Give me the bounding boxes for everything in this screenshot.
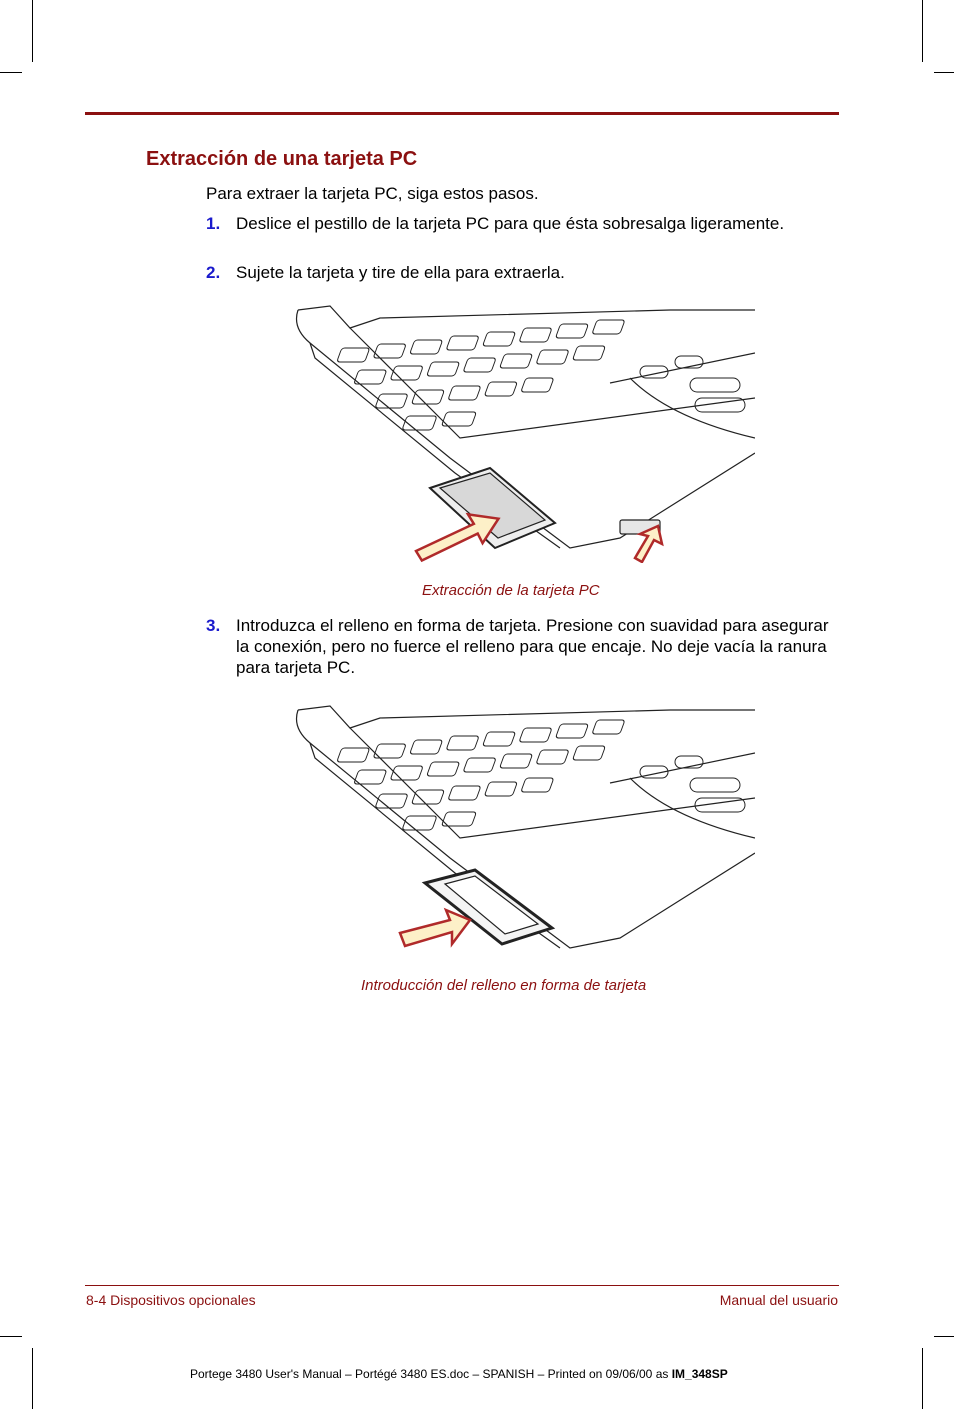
step-number: 1. bbox=[206, 214, 221, 233]
crop-mark bbox=[32, 1348, 33, 1409]
figure-caption: Introducción del relleno en forma de tarjeta bbox=[361, 977, 647, 994]
print-line bbox=[190, 1367, 728, 1381]
step-text: Sujete la tarjeta y tire de ella para extraerla. bbox=[236, 263, 565, 282]
footer-right: Manual del usuario bbox=[719, 1292, 838, 1308]
header-rule bbox=[85, 112, 839, 115]
print-line-code: IM_348SP bbox=[671, 1367, 728, 1381]
crop-mark bbox=[32, 0, 33, 62]
crop-mark bbox=[934, 1336, 954, 1337]
figure-caption: Extracción de la tarjeta PC bbox=[422, 582, 600, 599]
crop-mark bbox=[0, 72, 22, 73]
crop-mark bbox=[0, 1336, 22, 1337]
step-text: Introduzca el relleno en forma de tarjeta. Presione con suavidad para asegurar la conexión, pero no fuerce el relleno para que encaje. No deje vacía la ranura para tarjeta PC. bbox=[236, 616, 829, 677]
step-number: 3. bbox=[206, 616, 221, 635]
print-line-text: Portege 3480 User's Manual – Portégé 3480 ES.doc – SPANISH – Printed on 09/06/00 as bbox=[190, 1367, 672, 1381]
crop-mark bbox=[922, 0, 923, 62]
intro-text: Para extraer la tarjeta PC, siga estos pasos. bbox=[206, 184, 539, 203]
crop-mark bbox=[922, 1348, 923, 1409]
footer-rule bbox=[85, 1285, 839, 1286]
crop-mark bbox=[934, 72, 954, 73]
figure-insert-dummy-card bbox=[290, 698, 755, 963]
step-number: 2. bbox=[206, 263, 221, 282]
footer-left: 8-4 Dispositivos opcionales bbox=[86, 1292, 256, 1308]
figure-remove-pc-card bbox=[290, 298, 755, 563]
step-text: Deslice el pestillo de la tarjeta PC para que ésta sobresalga ligeramente. bbox=[236, 214, 785, 233]
section-title: Extracción de una tarjeta PC bbox=[146, 148, 418, 170]
